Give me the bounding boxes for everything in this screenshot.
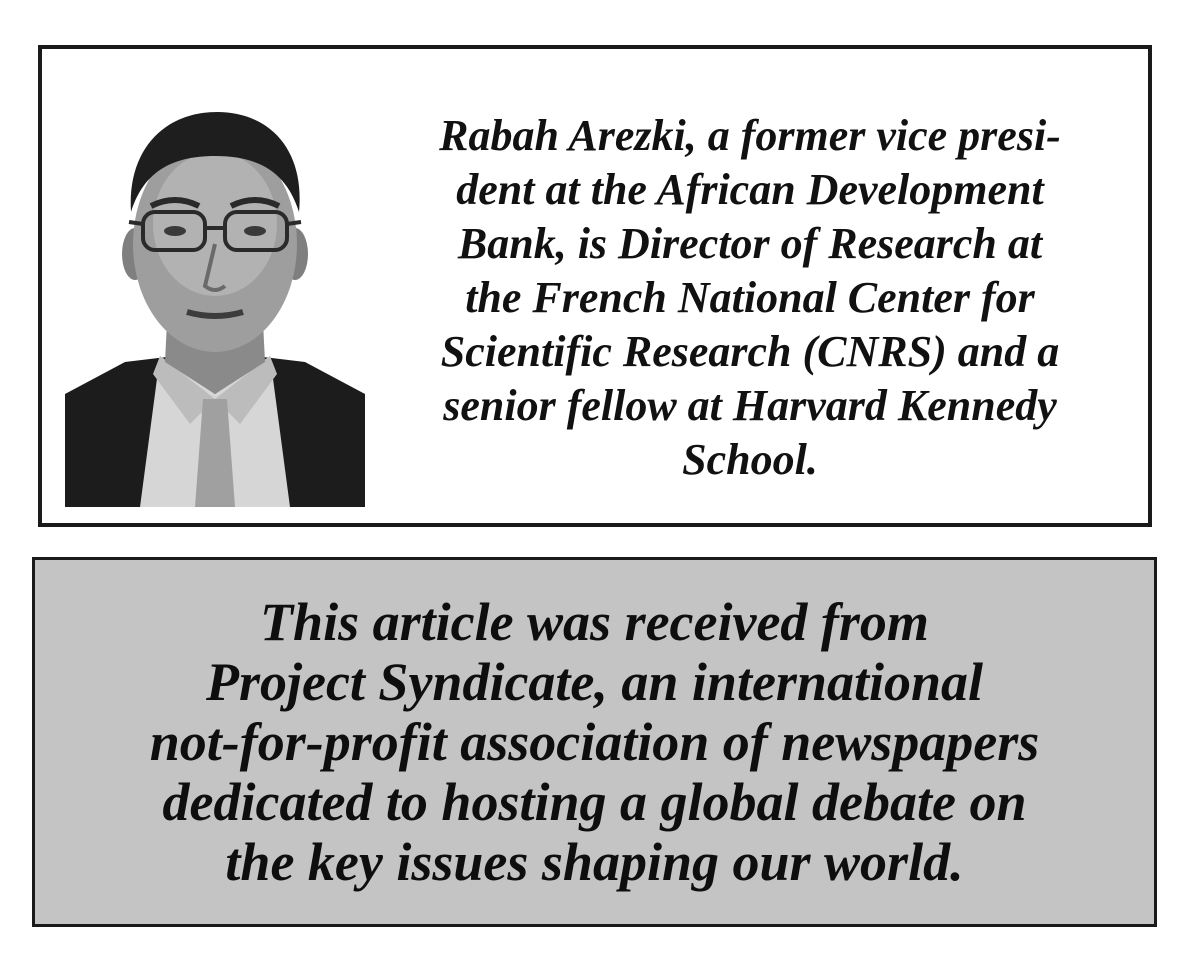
author-portrait (65, 94, 365, 507)
syndication-note-text (35, 592, 1154, 892)
author-bio-box (38, 45, 1152, 527)
bio-line: Bank, is Director of Research at (457, 219, 1043, 268)
bio-line: dent at the African Development (456, 165, 1044, 214)
author-bio-text (392, 109, 1108, 487)
note-line: This article was received from (260, 592, 929, 652)
note-line: not-for-profit association of newspapers (149, 712, 1040, 772)
bio-line: School. (682, 435, 818, 484)
bio-line: the French National Center for (465, 273, 1035, 322)
syndication-note-box (32, 557, 1157, 927)
bio-line: Scientific Research (CNRS) and a (440, 327, 1060, 376)
bio-line: Rabah Arezki, a former vice presi- (439, 111, 1061, 160)
note-line: dedicated to hosting a global debate on (162, 772, 1027, 832)
bio-line: senior fellow at Harvard Kennedy (443, 381, 1057, 430)
note-line: the key issues shaping our world. (225, 832, 964, 892)
note-line: Project Syndicate, an international (205, 652, 984, 712)
